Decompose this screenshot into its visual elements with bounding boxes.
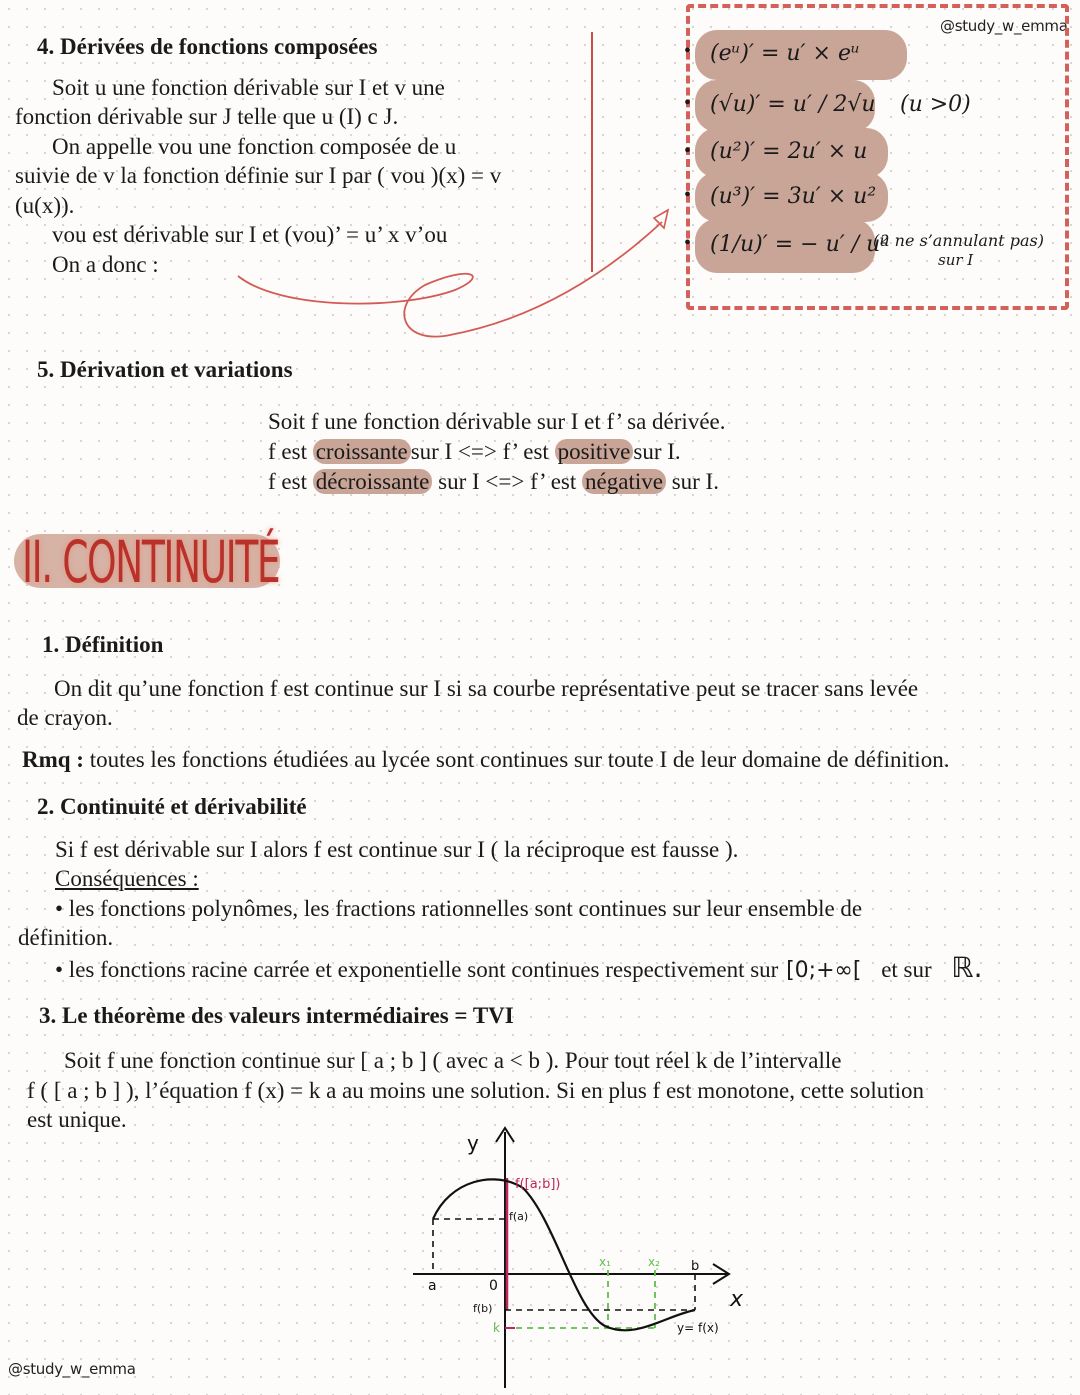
def-2-text: • les fonctions racine carrée et exponentielle sont continues respectivement sur (55, 957, 779, 982)
part-2-title: II. CONTINUITÉ (22, 528, 280, 596)
credit-bottom: @study_w_emma (8, 1360, 136, 1378)
curve-label: y= f(x) (677, 1321, 719, 1335)
s5-text: f est (268, 439, 307, 464)
image-interval-label: f([a;b]) (515, 1177, 561, 1192)
highlight-croissante: croissante (313, 439, 411, 464)
y-label: y (467, 1131, 479, 1155)
s4-line-3: On appelle vou une fonction composée de u (52, 134, 457, 159)
def-2-title: 2. Continuité et dérivabilité (37, 794, 307, 819)
x-label: x (730, 1287, 744, 1312)
a-label: a (428, 1278, 437, 1294)
s4-line-5: (u(x)). (15, 193, 75, 218)
def-3-line-2: f ( [ a ; b ] ), l’équation f (x) = k a au moins une solution. Si en plus f est monotone, cette solution (27, 1078, 925, 1103)
highlight-decroissante: décroissante (313, 469, 433, 494)
def-2-line-4 (55, 953, 982, 986)
interval-handwritten: [0;+∞[ (786, 958, 862, 983)
def-2-line-3: définition. (18, 925, 114, 950)
formula-inverse: (1/u)′ = − u′ / u² (710, 232, 890, 257)
remark-text: toutes les fonctions étudiées au lycée sont continues sur toute I de leur domaine de définition. (89, 747, 950, 772)
s4-line-7: On a donc : (52, 252, 159, 277)
s5-text: f est (268, 469, 307, 494)
formula-square: (u²)′ = 2u′ × u (710, 139, 868, 164)
s5-text: sur I <=> f’ est (410, 439, 549, 464)
def-3-line-3: est unique. (27, 1107, 127, 1132)
b-label: b (691, 1259, 700, 1274)
k-label: k (493, 1321, 500, 1335)
fb-label: f(b) (473, 1302, 493, 1315)
formula-exp: (eᵘ)′ = u′ × eᵘ (710, 41, 860, 66)
origin-label: 0 (489, 1278, 498, 1294)
formula-cube: (u³)′ = 3u′ × u² (710, 184, 877, 209)
formula-sqrt-condition: (u >0) (900, 92, 971, 117)
consequences-label: Conséquences : (55, 866, 199, 891)
s4-line-2: fonction dérivable sur J telle que u (I) c J. (15, 104, 399, 129)
formula-inverse-condition-2: sur I (938, 251, 974, 269)
bullet-dot: • (684, 140, 692, 162)
formula-sqrt: (√u)′ = u′ / 2√u (710, 92, 876, 117)
bullet-dot: • (684, 92, 692, 114)
credit-top: @study_w_emma (940, 17, 1068, 35)
def-1-title: 1. Définition (42, 632, 164, 657)
def-3-line-1: Soit f une fonction continue sur [ a ; b ] ( avec a < b ). Pour tout réel k de l’intervalle (64, 1048, 842, 1073)
remark (22, 745, 949, 775)
s4-line-6: vou est dérivable sur I et (vou)’ = u’ x v’ou (52, 222, 448, 247)
def-2-line-1: Si f est dérivable sur I alors f est continue sur I ( la réciproque est fausse ). (55, 837, 739, 862)
def-2-line-2: • les fonctions polynômes, les fractions rationnelles sont continues sur leur ensemble de (55, 896, 863, 921)
bullet-dot: • (684, 232, 692, 254)
section-4-title: 4. Dérivées de fonctions composées (37, 34, 378, 59)
reals-symbol: ℝ. (951, 951, 983, 984)
formula-inverse-condition: (u ne s’annulant pas) (873, 231, 1044, 250)
s4-line-1: Soit u une fonction dérivable sur I et v une (52, 75, 445, 100)
x2-label: x₂ (648, 1255, 660, 1269)
s5-line-1: Soit f une fonction dérivable sur I et f’ sa dérivée. (268, 409, 726, 434)
s4-line-4: suivie de v la fonction définie sur I par ( vou )(x) = v (15, 163, 502, 188)
def-3-title: 3. Le théorème des valeurs intermédiaires = TVI (39, 1003, 514, 1028)
bullet-dot: • (684, 40, 692, 62)
bullet-dot: • (684, 184, 692, 206)
highlight-positive: positive (555, 439, 634, 464)
s5-text: sur I. (671, 469, 719, 494)
def-1-line-1: On dit qu’une fonction f est continue sur I si sa courbe représentative peut se tracer sans levée (54, 676, 919, 701)
def-2-text: et sur (881, 957, 932, 982)
s5-text: sur I <=> f’ est (438, 469, 577, 494)
x1-label: x₁ (599, 1255, 611, 1269)
remark-label: Rmq : (22, 747, 84, 772)
s5-text: sur I. (633, 439, 681, 464)
def-1-line-2: de crayon. (17, 705, 113, 730)
s5-line-3 (268, 467, 719, 497)
tvi-graph (405, 1120, 765, 1392)
highlight-negative: négative (582, 469, 666, 494)
s5-line-2 (268, 437, 681, 467)
fa-label: f(a) (509, 1210, 529, 1223)
section-5-title: 5. Dérivation et variations (37, 357, 293, 382)
